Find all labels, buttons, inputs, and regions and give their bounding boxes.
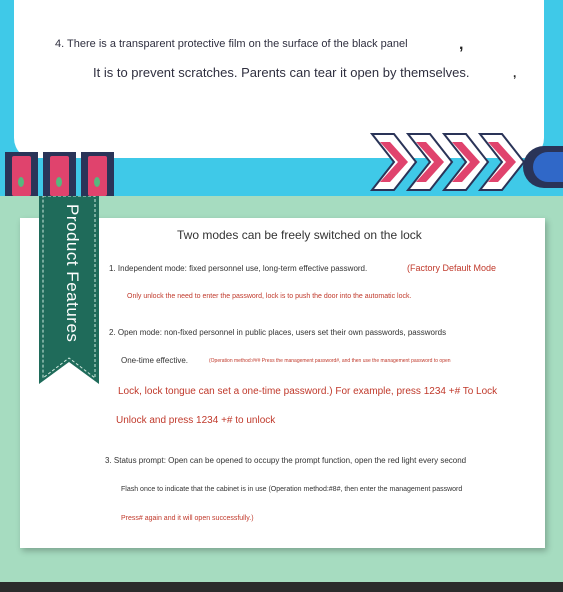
mode2-cont: One-time effective. bbox=[121, 356, 188, 365]
decor-pillar bbox=[5, 152, 38, 196]
mode1-tag: (Factory Default Mode bbox=[407, 263, 497, 273]
chevron-arrows-icon bbox=[368, 128, 563, 196]
mode1-text: 1. Independent mode: fixed personnel use, long-term effective password. bbox=[109, 264, 368, 273]
note-line-1: 4. There is a transparent protective film on the surface of the black panel bbox=[55, 38, 408, 50]
footer-bar bbox=[0, 582, 563, 592]
features-section bbox=[0, 196, 563, 592]
note-mark-2: , bbox=[513, 66, 517, 80]
mode3-red: Press# again and it will open successfully.) bbox=[121, 515, 254, 522]
top-banner bbox=[0, 0, 563, 196]
mode2-red-2: Unlock and press 1234 +# to unlock bbox=[116, 415, 276, 426]
mode3-cont: Flash once to indicate that the cabinet is in use (Operation method:#8#, then enter the management password bbox=[121, 486, 463, 493]
decor-pillar bbox=[43, 152, 76, 196]
decor-pillar bbox=[81, 152, 114, 196]
mode2-small: (Operation method:### Press the management password#, and then use the management password to open bbox=[209, 358, 451, 364]
mode2-text: 2. Open mode: non-fixed personnel in public places, users set their own passwords, passwords bbox=[109, 328, 447, 337]
note-mark-1: , bbox=[459, 36, 464, 53]
note-line-2: It is to prevent scratches. Parents can tear it open by themselves. bbox=[93, 65, 470, 80]
panel-heading: Two modes can be freely switched on the lock bbox=[177, 228, 422, 242]
mode3-text: 3. Status prompt: Open can be opened to occupy the prompt function, open the red light every second bbox=[105, 456, 467, 465]
ribbon-title: Product Features bbox=[63, 204, 82, 343]
mode1-detail: Only unlock the need to enter the password, lock is to push the door into the automatic lock. bbox=[127, 293, 412, 300]
mode2-red-1: Lock, lock tongue can set a one-time password.) For example, press 1234 +# To Lock bbox=[118, 386, 498, 397]
